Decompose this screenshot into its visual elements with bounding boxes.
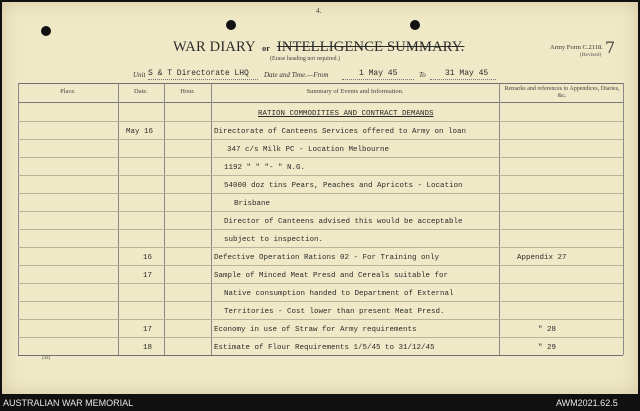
table-header-rule bbox=[18, 102, 623, 103]
row-rule bbox=[18, 211, 623, 212]
column-divider bbox=[499, 83, 500, 355]
row-rule bbox=[18, 175, 623, 176]
table-bottom-rule bbox=[18, 355, 623, 356]
row-rule bbox=[18, 139, 623, 140]
header-summary: Summary of Events and Information. bbox=[306, 88, 404, 95]
caption-left: AUSTRALIAN WAR MEMORIAL bbox=[3, 398, 134, 408]
row-rule bbox=[18, 319, 623, 320]
row-date: 18 bbox=[143, 344, 153, 352]
unit-dotted-line bbox=[148, 79, 258, 80]
row-date: 16 bbox=[143, 254, 153, 262]
punch-hole bbox=[41, 26, 51, 36]
header-remarks: Remarks and references to Appendices, Diaries, &c. bbox=[504, 86, 620, 99]
row-rule bbox=[18, 265, 623, 266]
column-divider bbox=[118, 83, 119, 355]
row-summary: 1192 " " "- " N.G. bbox=[224, 164, 306, 172]
page-title bbox=[173, 39, 473, 56]
row-summary: Estimate of Flour Requirements 1/5/45 to 31/12/45 bbox=[214, 344, 435, 352]
form-number-sub: (Revised) bbox=[580, 52, 602, 58]
unit-label: Unit bbox=[133, 71, 146, 79]
column-divider bbox=[211, 83, 212, 355]
row-summary: Native consumption handed to Department of External bbox=[224, 290, 454, 298]
punch-hole bbox=[226, 20, 236, 30]
row-summary: 54000 doz tins Pears, Peaches and Apricots - Location bbox=[224, 182, 463, 190]
header-place: Place. bbox=[60, 88, 76, 95]
table-border-right bbox=[623, 83, 624, 355]
row-remarks: " 28 bbox=[538, 326, 557, 334]
header-hour: Hour. bbox=[180, 88, 195, 95]
table-top-rule bbox=[18, 83, 623, 84]
header-date: Date. bbox=[134, 88, 148, 95]
section-heading: RATION COMMODITIES AND CONTRACT DEMANDS bbox=[258, 110, 434, 118]
row-date: May 16 bbox=[126, 128, 154, 136]
row-summary: Territories - Cost lower than present Meat Presd. bbox=[224, 308, 445, 316]
title-struck: INTELLIGENCE SUMMARY. bbox=[276, 39, 465, 55]
title-main: WAR DIARY bbox=[173, 39, 256, 55]
row-date: 17 bbox=[143, 272, 153, 280]
table-border-left bbox=[18, 83, 19, 355]
to-dotted-line bbox=[430, 79, 496, 80]
row-summary: Director of Canteens advised this would be acceptable bbox=[224, 218, 463, 226]
erase-note: (Erase heading not required.) bbox=[270, 56, 340, 62]
row-rule bbox=[18, 337, 623, 338]
row-summary: Defective Operation Rations 02 - For Training only bbox=[214, 254, 440, 262]
row-rule bbox=[18, 121, 623, 122]
from-value: 1 May 45 bbox=[359, 69, 398, 78]
row-rule bbox=[18, 283, 623, 284]
row-rule bbox=[18, 229, 623, 230]
page-number: 4. bbox=[316, 7, 322, 15]
row-rule bbox=[18, 193, 623, 194]
unit-value: S & T Directorate LHQ bbox=[148, 69, 249, 78]
column-divider bbox=[164, 83, 165, 355]
to-value: 31 May 45 bbox=[445, 69, 489, 78]
row-summary: Brisbane bbox=[234, 200, 271, 208]
row-summary: Directorate of Canteens Services offered to Army on loan bbox=[214, 128, 467, 136]
caption-right: AWM2021.62.5 bbox=[556, 398, 618, 408]
to-label: To bbox=[419, 71, 426, 79]
form-number: Army Form C.2118. bbox=[550, 44, 603, 51]
title-or: or bbox=[262, 44, 271, 53]
from-dotted-line bbox=[342, 79, 414, 80]
handwritten-mark: 7 bbox=[605, 38, 616, 57]
row-date: 17 bbox=[143, 326, 153, 334]
footer-code: (44) bbox=[42, 356, 51, 361]
row-summary: Sample of Minced Meat Presd and Cereals suitable for bbox=[214, 272, 449, 280]
row-rule bbox=[18, 157, 623, 158]
row-rule bbox=[18, 247, 623, 248]
row-summary: 347 c/s Milk PC - Location Melbourne bbox=[227, 146, 390, 154]
row-rule bbox=[18, 301, 623, 302]
punch-hole bbox=[410, 20, 420, 30]
row-summary: subject to inspection. bbox=[224, 236, 324, 244]
row-remarks: Appendix 27 bbox=[517, 254, 567, 262]
row-remarks: " 29 bbox=[538, 344, 557, 352]
war-diary-sheet bbox=[2, 2, 638, 394]
date-time-label: Date and Time.—From bbox=[264, 71, 329, 79]
row-summary: Economy in use of Straw for Army requirements bbox=[214, 326, 417, 334]
